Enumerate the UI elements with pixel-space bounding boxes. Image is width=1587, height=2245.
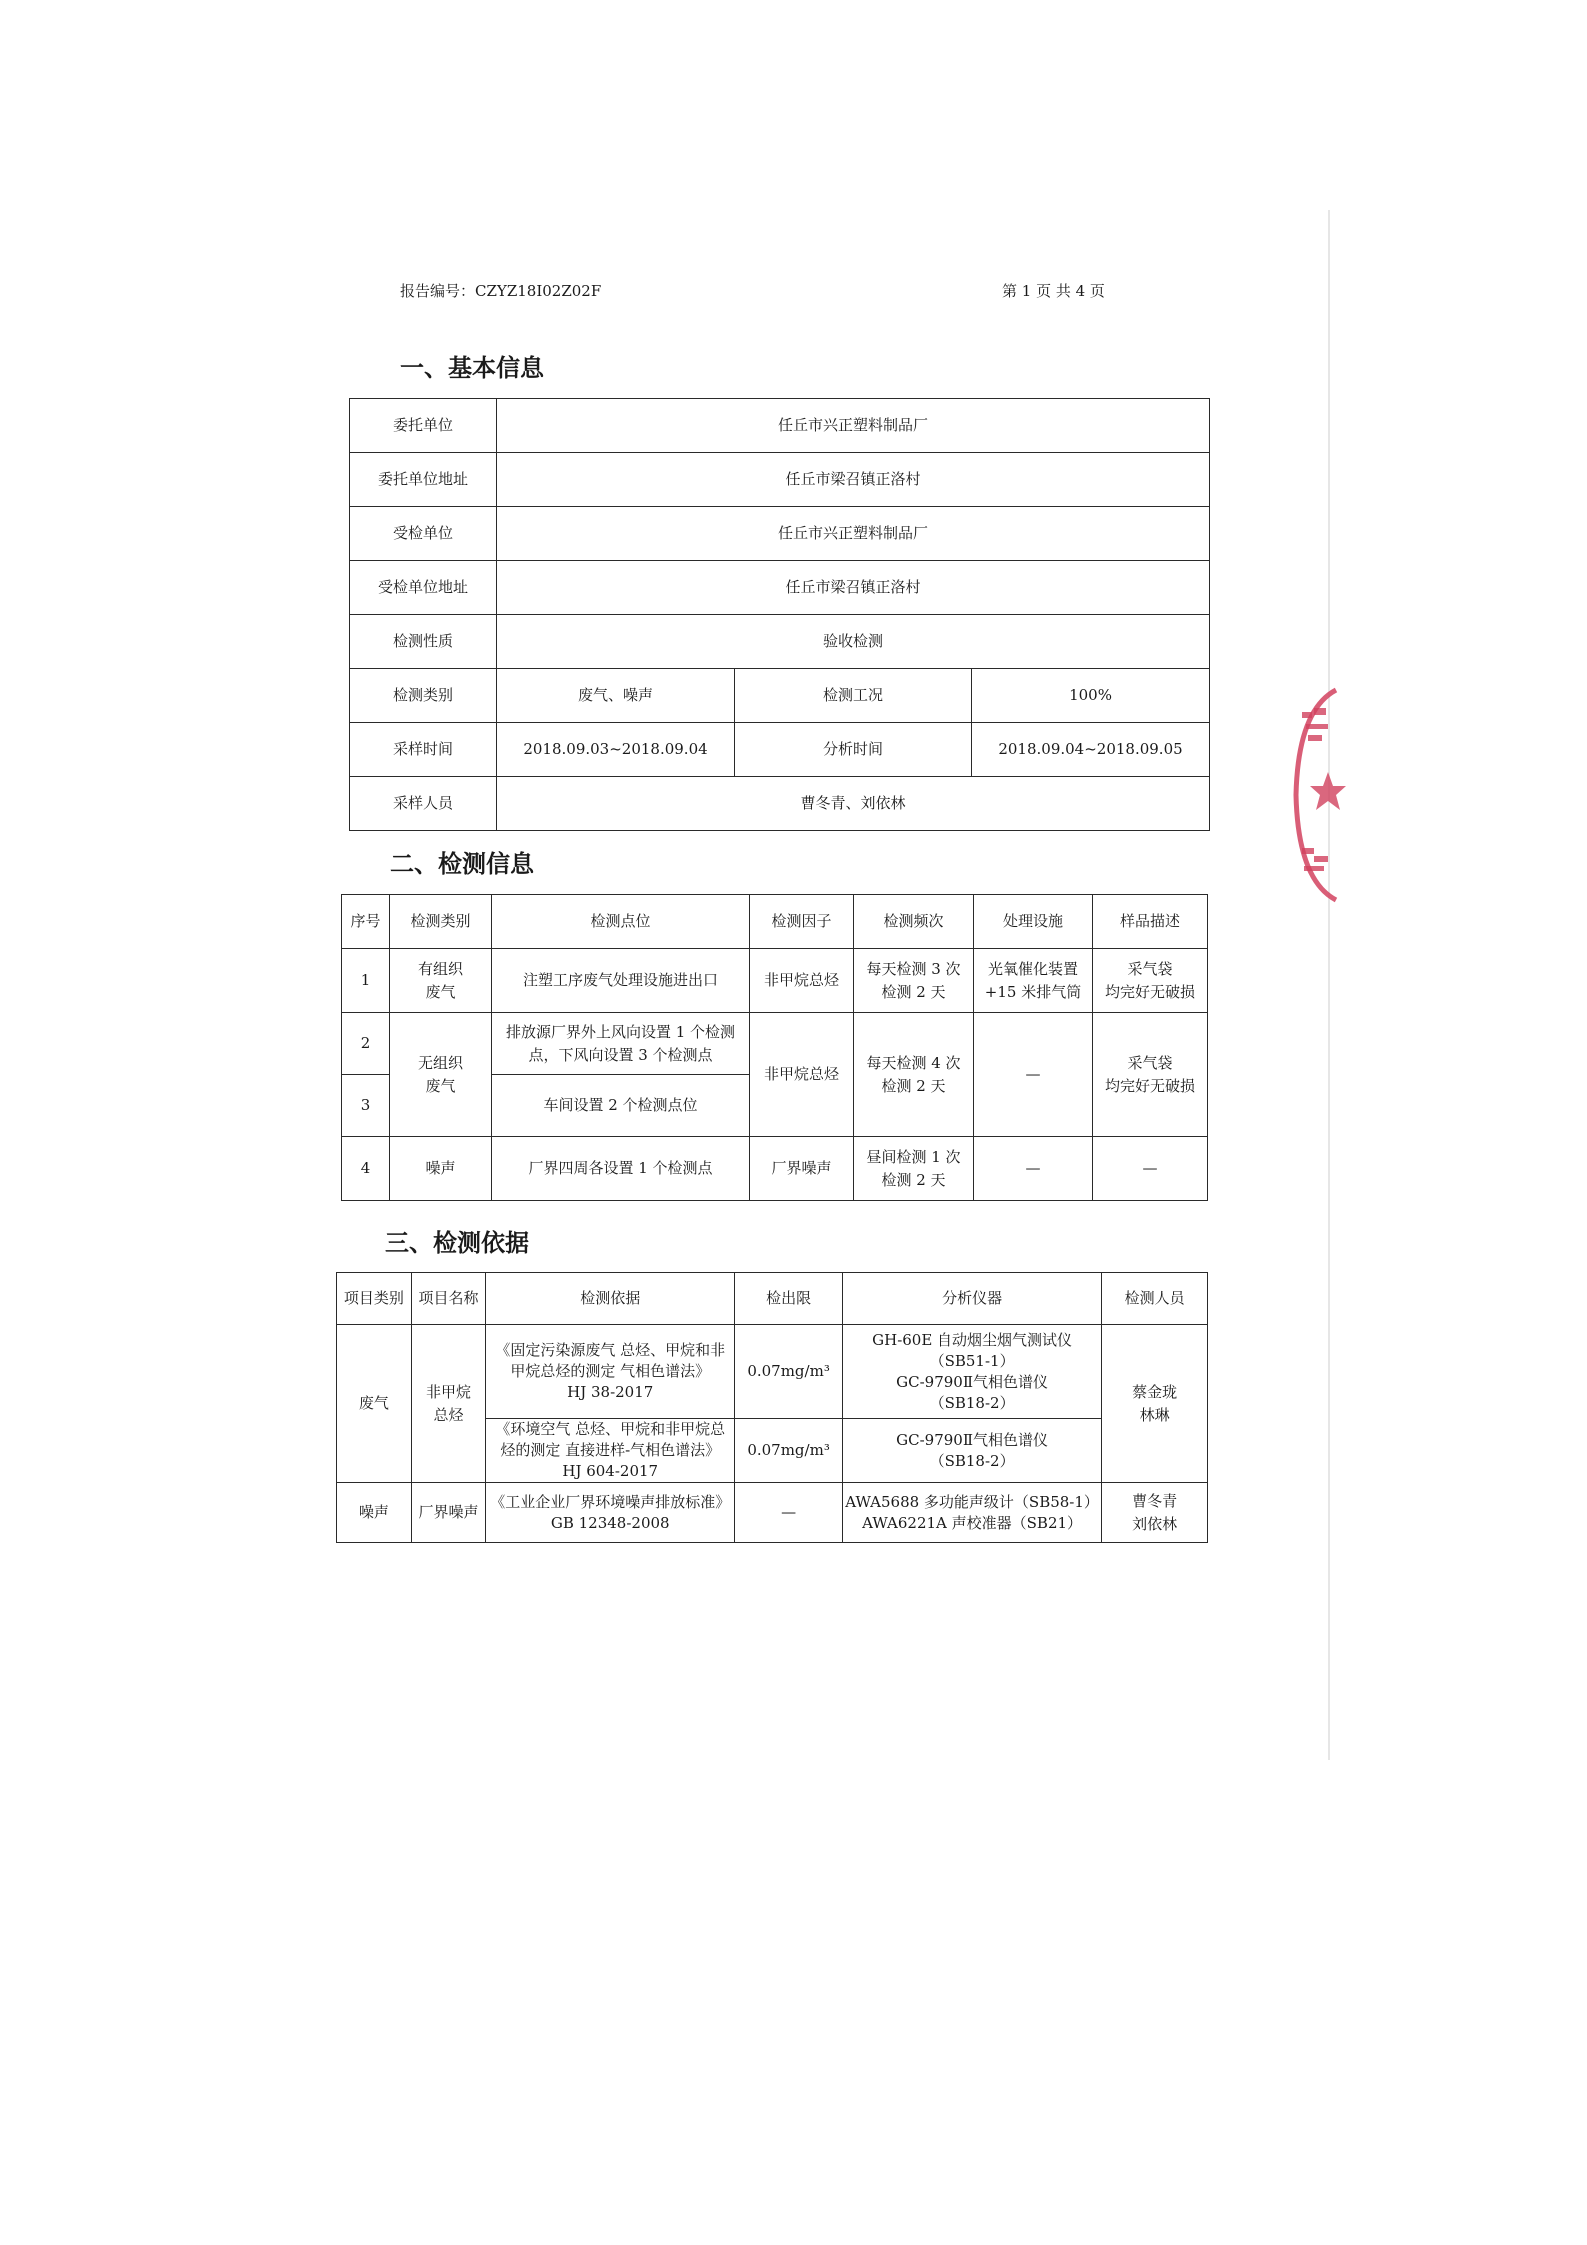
table-row: 2 无组织 废气 排放源厂界外上风向设置 1 个检测点，下风向设置 3 个检测点 非甲烷总烃 每天检测 4 次 检测 2 天 — 采气袋 均完好无破损 bbox=[342, 1013, 1208, 1075]
table-header-row: 项目类别 项目名称 检测依据 检出限 分析仪器 检测人员 bbox=[337, 1273, 1208, 1325]
table-row: 采样时间 2018.09.03~2018.09.04 分析时间 2018.09.04~2018.09.05 bbox=[350, 723, 1210, 777]
table-row: 委托单位地址 任丘市梁召镇正洛村 bbox=[350, 453, 1210, 507]
inspected-value: 任丘市兴正塑料制品厂 bbox=[497, 507, 1210, 561]
table-row: 检测类别 废气、噪声 检测工况 100% bbox=[350, 669, 1210, 723]
sampler-value: 曹冬青、刘依林 bbox=[497, 777, 1210, 831]
section-basic-info-title: 一、基本信息 bbox=[400, 354, 544, 382]
table-row: 受检单位 任丘市兴正塑料制品厂 bbox=[350, 507, 1210, 561]
sampling-time-value: 2018.09.03~2018.09.04 bbox=[497, 723, 735, 777]
inspected-address-value: 任丘市梁召镇正洛村 bbox=[497, 561, 1210, 615]
table-row: 受检单位地址 任丘市梁召镇正洛村 bbox=[350, 561, 1210, 615]
table-header-row: 序号 检测类别 检测点位 检测因子 检测频次 处理设施 样品描述 bbox=[342, 895, 1208, 949]
table-row: 3 车间设置 2 个检测点位 bbox=[342, 1075, 1208, 1137]
table-row: 废气 非甲烷 总烃 《固定污染源废气 总烃、甲烷和非甲烷总烃的测定 气相色谱法》 HJ 38-2017 0.07mg/m³ GH-60E 自动烟尘烟气测试仪 （SB51-1） GC-9790Ⅱ气相色谱仪 （SB18-2） 蔡金珑 林琳 bbox=[337, 1325, 1208, 1419]
table-row: 检测性质 验收检测 bbox=[350, 615, 1210, 669]
table-row: 《环境空气 总烃、甲烷和非甲烷总烃的测定 直接进样-气相色谱法》 HJ 604-2017 0.07mg/m³ GC-9790Ⅱ气相色谱仪 （SB18-2） bbox=[337, 1419, 1208, 1483]
basic-info-table bbox=[349, 398, 1210, 831]
category-value: 废气、噪声 bbox=[497, 669, 735, 723]
client-address-value: 任丘市梁召镇正洛村 bbox=[497, 453, 1210, 507]
official-seal-stamp bbox=[1288, 680, 1346, 910]
table-row: 4 噪声 厂界四周各设置 1 个检测点 厂界噪声 昼间检测 1 次 检测 2 天 — — bbox=[342, 1137, 1208, 1201]
report-number: 报告编号：CZYZ18I02Z02F bbox=[400, 282, 602, 300]
page-edge-shadow bbox=[1328, 210, 1330, 1760]
section-detection-basis-title: 三、检测依据 bbox=[385, 1229, 529, 1257]
detection-basis-table bbox=[336, 1272, 1208, 1543]
table-row: 1 有组织 废气 注塑工序废气处理设施进出口 非甲烷总烃 每天检测 3 次 检测 2 天 光氧催化装置 +15 米排气筒 采气袋 均完好无破损 bbox=[342, 949, 1208, 1013]
page-number: 第 1 页 共 4 页 bbox=[1002, 282, 1105, 300]
section-detection-info-title: 二、检测信息 bbox=[390, 850, 534, 878]
table-row: 委托单位 任丘市兴正塑料制品厂 bbox=[350, 399, 1210, 453]
condition-value: 100% bbox=[972, 669, 1210, 723]
table-row: 采样人员 曹冬青、刘依林 bbox=[350, 777, 1210, 831]
client-value: 任丘市兴正塑料制品厂 bbox=[497, 399, 1210, 453]
nature-value: 验收检测 bbox=[497, 615, 1210, 669]
detection-info-table bbox=[341, 894, 1208, 1201]
table-row: 噪声 厂界噪声 《工业企业厂界环境噪声排放标准》 GB 12348-2008 — AWA5688 多功能声级计（SB58-1） AWA6221A 声校准器（SB21） 曹冬青 刘依林 bbox=[337, 1483, 1208, 1543]
analysis-time-value: 2018.09.04~2018.09.05 bbox=[972, 723, 1210, 777]
